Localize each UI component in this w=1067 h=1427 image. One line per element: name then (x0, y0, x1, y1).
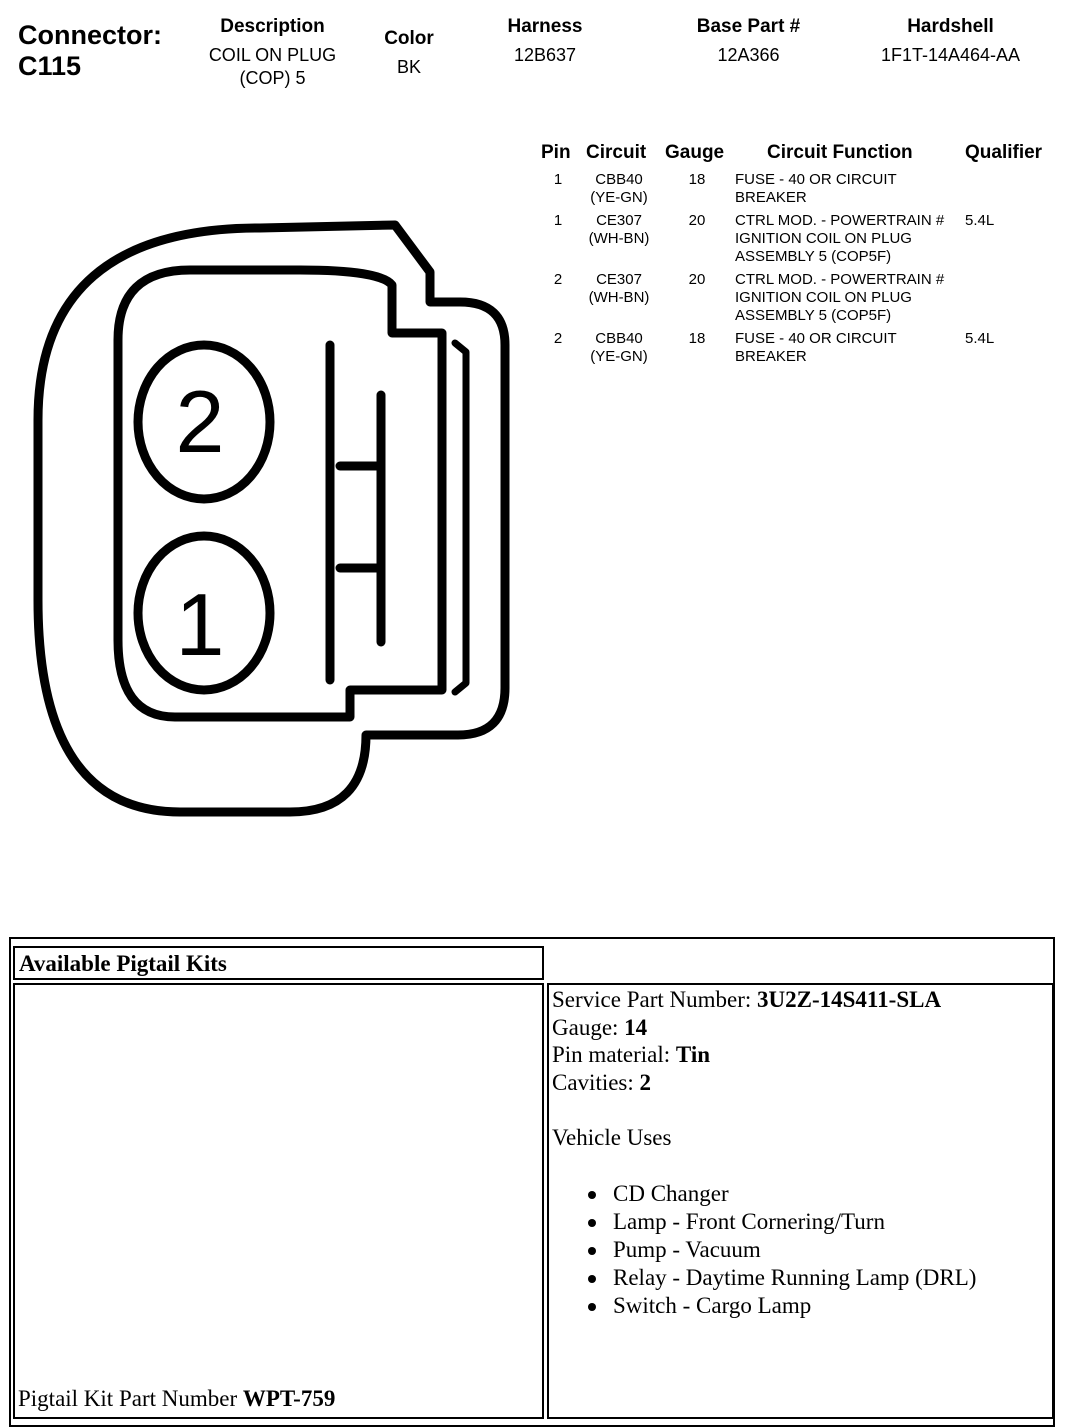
connector-title (18, 20, 162, 82)
table-row-qualifier: 5.4L (965, 212, 995, 229)
table-row-function: FUSE - 40 OR CIRCUIT BREAKER (735, 330, 897, 365)
table-row-gauge: 18 (688, 171, 706, 188)
bullet-icon (588, 1219, 596, 1227)
cavities-label: Cavities: (552, 1070, 640, 1095)
table-row-function: FUSE - 40 OR CIRCUIT BREAKER (735, 171, 897, 206)
bullet-icon (588, 1191, 596, 1199)
circuit-header: Circuit (586, 142, 647, 163)
list-item (588, 1208, 976, 1236)
list-item (588, 1264, 976, 1292)
base-part-value: 12A366 (717, 45, 780, 65)
gauge-value: 14 (624, 1015, 648, 1040)
bullet-icon (588, 1275, 596, 1283)
list-item-label: Relay - Daytime Running Lamp (DRL) (613, 1265, 977, 1290)
list-item-label: Switch - Cargo Lamp (613, 1293, 812, 1318)
list-item (588, 1236, 976, 1264)
gauge-header: Gauge (665, 142, 725, 163)
table-row-qualifier: 5.4L (965, 330, 995, 347)
pigtail-image-cell (13, 983, 544, 1419)
kit-part-label: Pigtail Kit Part Number (18, 1386, 243, 1411)
connector-label: Connector: (18, 20, 162, 50)
list-item-label: CD Changer (613, 1181, 729, 1206)
bullet-icon (588, 1303, 596, 1311)
color-label: Color (384, 28, 434, 49)
table-row-gauge: 18 (688, 330, 706, 347)
description-line2: (COP) 5 (239, 68, 306, 88)
hardshell-column (858, 15, 1043, 67)
cavity-1-number: 1 (175, 575, 225, 674)
service-part-value: 3U2Z-14S411-SLA (757, 987, 942, 1012)
list-item (588, 1180, 976, 1208)
qualifier-header: Qualifier (965, 142, 1043, 163)
harness-value: 12B637 (513, 45, 577, 65)
vehicle-uses-list (588, 1180, 976, 1320)
base-part-column (670, 15, 827, 67)
hardshell-label: Hardshell (907, 16, 994, 37)
table-row-circuit: CBB40 (YE-GN) (590, 330, 648, 365)
harness-column (475, 15, 615, 67)
pin-material-line (552, 1041, 710, 1069)
service-part-line (552, 986, 941, 1014)
list-item (588, 1292, 976, 1320)
vehicle-uses-heading: Vehicle Uses (552, 1125, 672, 1150)
color-column (365, 27, 453, 79)
table-row-gauge: 20 (688, 271, 706, 288)
table-row-circuit: CE307 (WH-BN) (588, 271, 650, 306)
connector-face-diagram (0, 200, 540, 840)
harness-label: Harness (507, 16, 583, 37)
list-item-label: Pump - Vacuum (613, 1237, 761, 1262)
cavities-line (552, 1069, 651, 1097)
connector-side-rail (455, 343, 466, 692)
table-row-circuit: CE307 (WH-BN) (588, 212, 650, 247)
table-row-pin: 1 (553, 212, 563, 229)
table-row-pin: 1 (553, 171, 563, 188)
table-row-function: CTRL MOD. - POWERTRAIN # IGNITION COIL ON PLUG ASSEMBLY 5 (COP5F) (735, 271, 945, 324)
gauge-label: Gauge: (552, 1015, 625, 1040)
bullet-icon (588, 1247, 596, 1255)
connector-outer-shell (38, 225, 505, 812)
kit-part-value: WPT-759 (242, 1386, 336, 1411)
pigtail-header-spacer (545, 946, 1054, 980)
cavity-2-number: 2 (175, 372, 225, 471)
table-row-function: CTRL MOD. - POWERTRAIN # IGNITION COIL ON PLUG ASSEMBLY 5 (COP5F) (735, 212, 945, 265)
pin-material-value: Tin (675, 1042, 711, 1067)
description-label: Description (220, 16, 325, 37)
table-row-gauge: 20 (688, 212, 706, 229)
description-column (180, 15, 365, 90)
pigtail-kit-part-line (18, 1384, 335, 1414)
table-row-pin: 2 (553, 330, 563, 347)
base-part-label: Base Part # (696, 16, 801, 37)
table-row-pin: 2 (553, 271, 563, 288)
list-item-label: Lamp - Front Cornering/Turn (613, 1209, 885, 1234)
service-part-label: Service Part Number: (552, 987, 758, 1012)
connector-inner-body (118, 270, 442, 717)
table-row-circuit: CBB40 (YE-GN) (590, 171, 648, 206)
pin-header: Pin (541, 142, 571, 163)
pin-material-label: Pin material: (552, 1042, 676, 1067)
pigtail-kits-title: Available Pigtail Kits (13, 946, 544, 980)
color-value: BK (396, 57, 421, 77)
circuit-function-header: Circuit Function (767, 142, 913, 163)
cavities-value: 2 (639, 1070, 652, 1095)
hardshell-value: 1F1T-14A464-AA (880, 45, 1021, 65)
gauge-line (552, 1014, 647, 1042)
connector-id: C115 (18, 51, 82, 81)
description-line1: COIL ON PLUG (208, 45, 337, 65)
